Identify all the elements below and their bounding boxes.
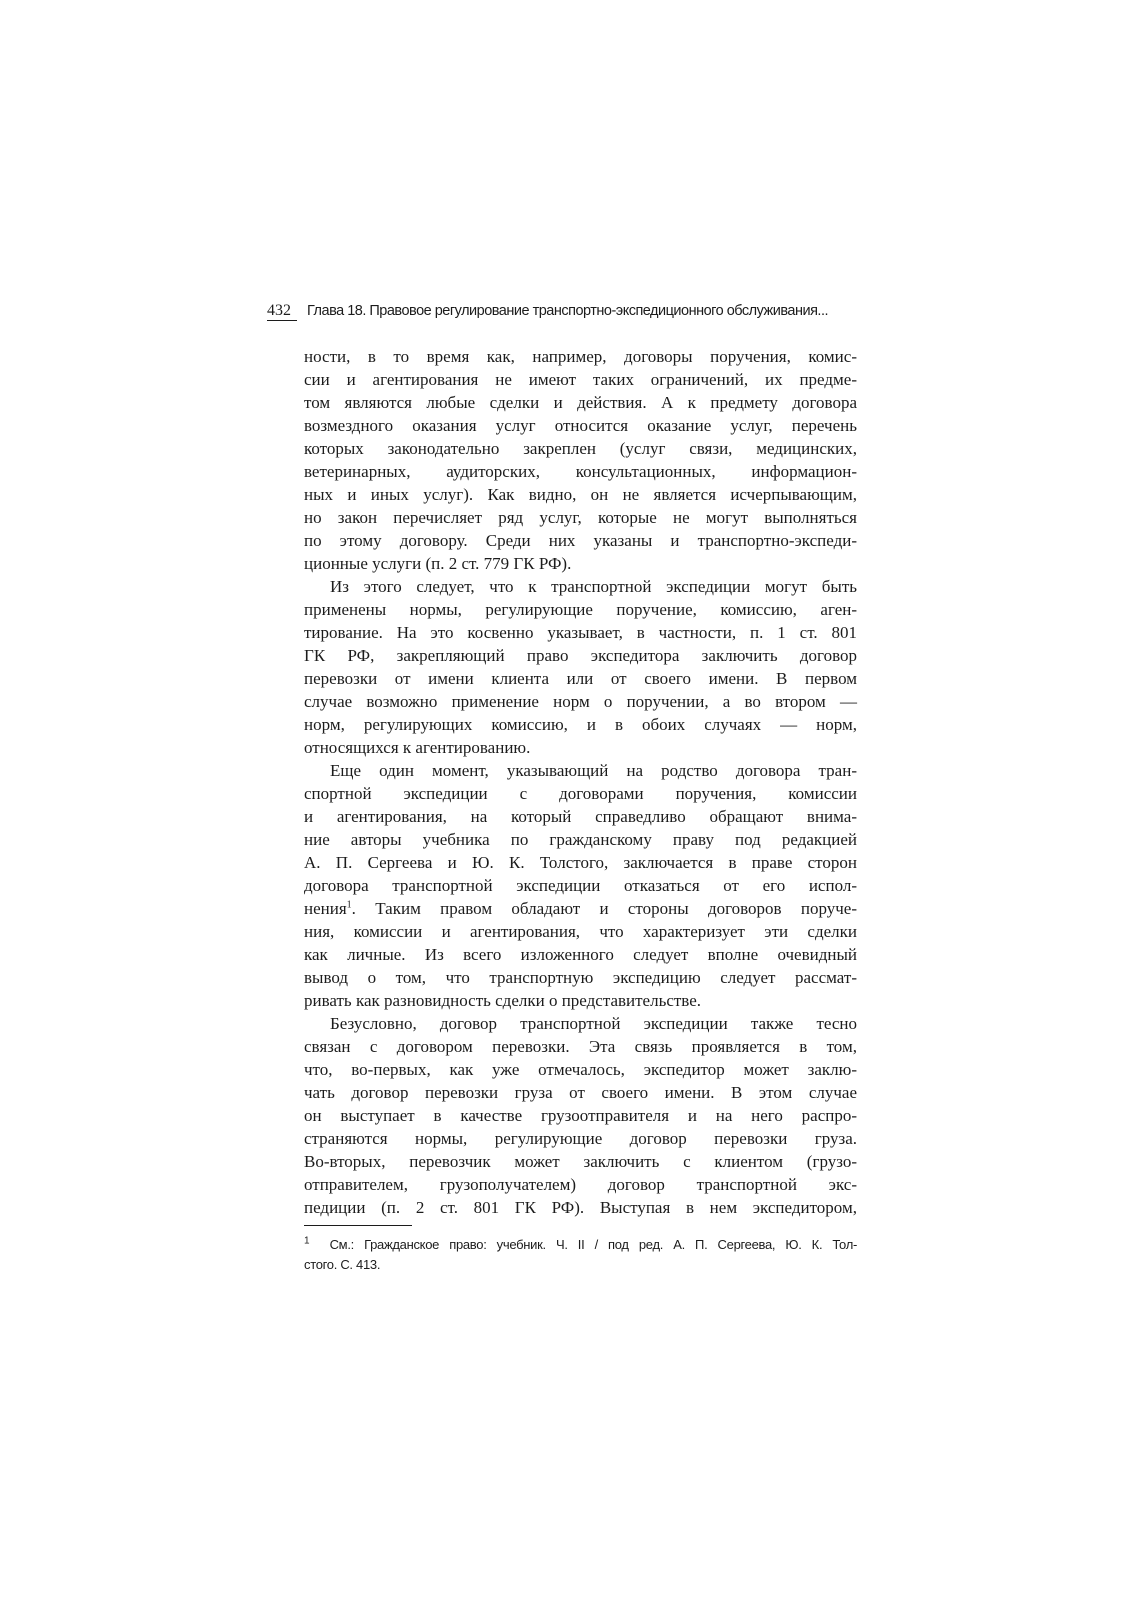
text-line: ных и иных услуг). Как видно, он не является исчерпывающим, (304, 485, 857, 504)
text-line: А. П. Сергеева и Ю. К. Толстого, заключается в праве сторон (304, 853, 857, 872)
text-line: спортной экспедиции с договорами поручения, комиссии (304, 784, 857, 803)
text-line: ционные услуги (п. 2 ст. 779 ГК РФ). (304, 554, 572, 573)
text-line: что, во-первых, как уже отмечалось, экспедитор может заклю- (304, 1060, 857, 1079)
text-line: которых законодательно закреплен (услуг связи, медицинских, (304, 439, 857, 458)
text-line: связан с договором перевозки. Эта связь проявляется в том, (304, 1037, 857, 1056)
text-line: но закон перечисляет ряд услуг, которые не могут выполняться (304, 508, 857, 527)
footnote-text: См.: Гражданское право: учебник. Ч. II / под ред. А. П. Сергеева, Ю. К. Тол- (329, 1237, 858, 1252)
text-line: Из этого следует, что к транспортной экспедиции могут быть (330, 577, 857, 596)
footnote-line: стого. С. 413. (304, 1257, 381, 1272)
text-line: норм, регулирующих комиссию, и в обоих случаях — норм, (304, 715, 857, 734)
text-line: применены нормы, регулирующие поручение, комиссию, аген- (304, 600, 857, 619)
text-line: возмездного оказания услуг относится оказание услуг, перечень (304, 416, 857, 435)
text-line: ривать как разновидность сделки о представительстве. (304, 991, 702, 1010)
text-line: Безусловно, договор транспортной экспедиции также тесно (330, 1014, 857, 1033)
text-line: тирование. На это косвенно указывает, в частности, п. 1 ст. 801 (304, 623, 857, 642)
text-line: вывод о том, что транспортную экспедицию следует рассмат- (304, 968, 857, 987)
footnote-divider (304, 1225, 412, 1226)
text-line: ГК РФ, закрепляющий право экспедитора заключить договор (304, 646, 857, 665)
text-line-with-footnote (304, 897, 857, 920)
text-line: отправителем, грузополучателем) договор транспортной экс- (304, 1175, 857, 1194)
text-fragment: . Таким правом обладают и стороны договоров поруче- (351, 899, 857, 918)
text-line: том являются любые сделки и действия. А к предмету договора (304, 393, 857, 412)
text-line: как личные. Из всего изложенного следует вполне очевидный (304, 945, 857, 964)
text-fragment: нения (304, 899, 347, 918)
text-line: Во-вторых, перевозчик может заключить с клиентом (грузо- (304, 1152, 857, 1171)
text-line: он выступает в качестве грузоотправителя и на него распро- (304, 1106, 857, 1125)
text-line: случае возможно применение норм о поручении, а во втором — (304, 692, 857, 711)
running-head (267, 302, 857, 326)
text-line: сии и агентирования не имеют таких ограничений, их предме- (304, 370, 857, 389)
text-line: чать договор перевозки груза от своего имени. В этом случае (304, 1083, 857, 1102)
text-line: ветеринарных, аудиторских, консультационных, информацион- (304, 462, 857, 481)
text-line: Еще один момент, указывающий на родство договора тран- (330, 761, 857, 780)
text-line: педиции (п. 2 ст. 801 ГК РФ). Выступая в нем экспедитором, (304, 1198, 857, 1217)
footnote-number: 1 (304, 1235, 310, 1247)
footnote (304, 1235, 857, 1275)
text-line: страняются нормы, регулирующие договор перевозки груза. (304, 1129, 857, 1148)
text-line: ности, в то время как, например, договоры поручения, комис- (304, 347, 857, 366)
text-line: ние авторы учебника по гражданскому праву под редакцией (304, 830, 857, 849)
text-line: относящихся к агентированию. (304, 738, 531, 757)
text-line: договора транспортной экспедиции отказаться от его испол- (304, 876, 857, 895)
page-number: 432 (267, 302, 297, 321)
text-line: и агентирования, на который справедливо обращают внима- (304, 807, 857, 826)
body-text (304, 345, 857, 1219)
footnote-reference: 1 (346, 899, 352, 911)
chapter-title: Глава 18. Правовое регулирование транспортно-экспедиционного обслуживания... (307, 303, 829, 319)
footnote-line (304, 1235, 857, 1255)
text-line: по этому договору. Среди них указаны и транспортно-экспеди- (304, 531, 857, 550)
text-line: ния, комиссии и агентирования, что характеризует эти сделки (304, 922, 857, 941)
text-line: перевозки от имени клиента или от своего имени. В первом (304, 669, 857, 688)
